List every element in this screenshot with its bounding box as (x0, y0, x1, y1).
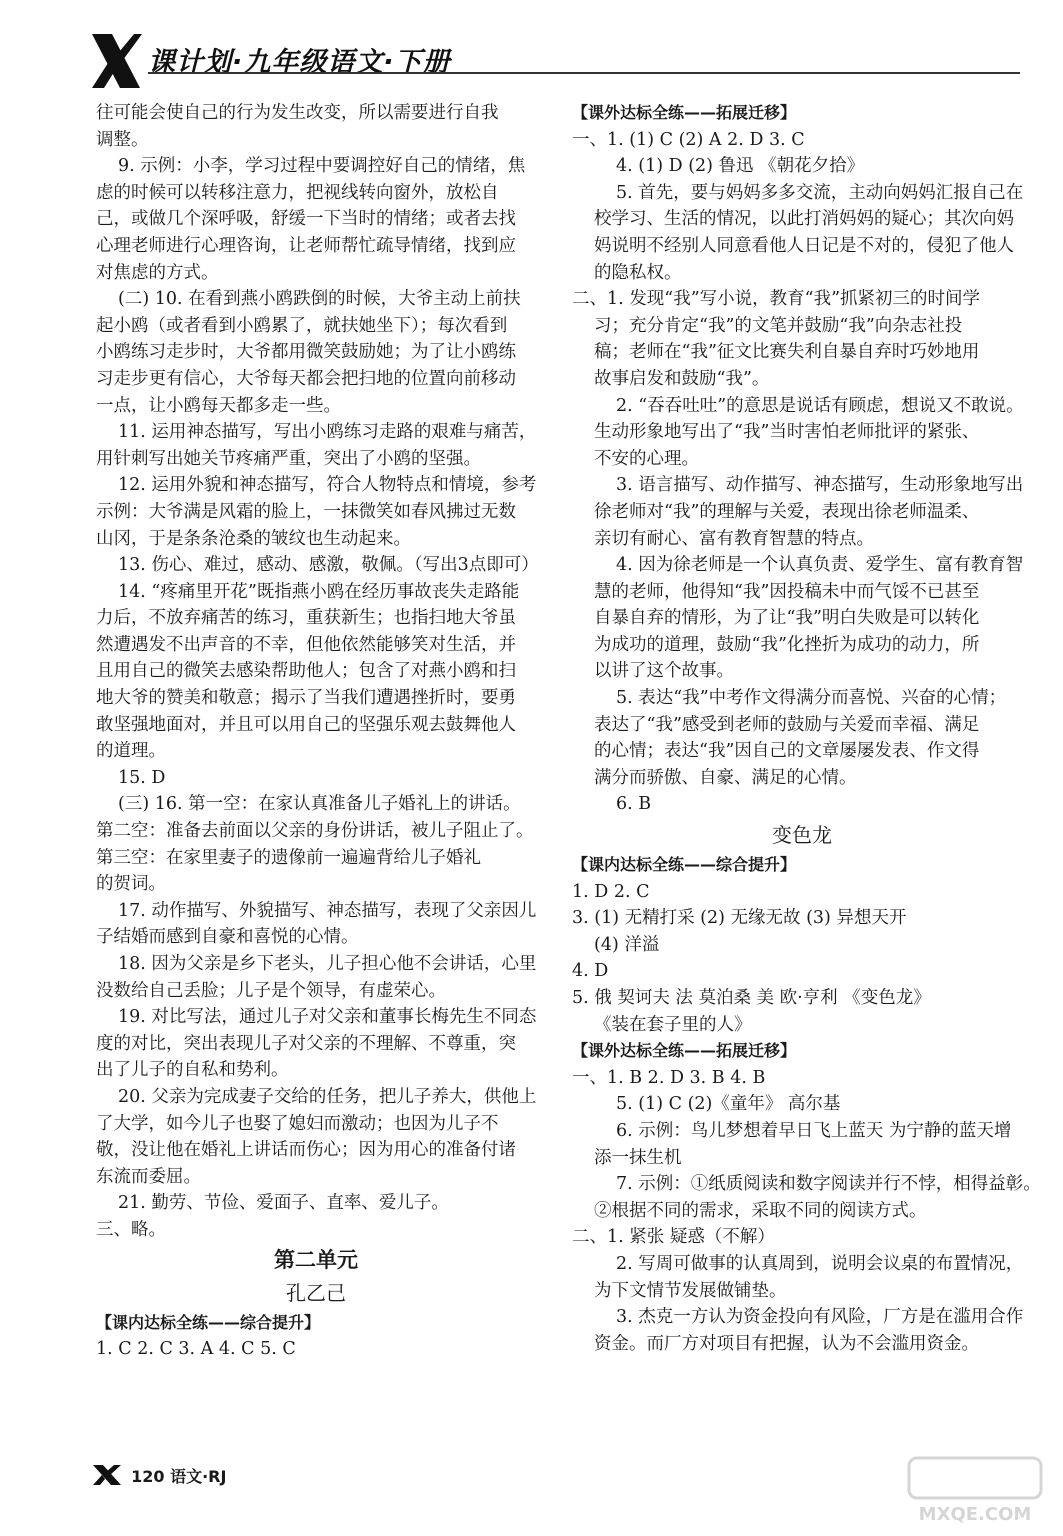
right-column-line: 变色龙 (772, 823, 832, 848)
left-column-line: (二) 10. 在看到燕小鸥跌倒的时候，大爷主动上前扶 (118, 289, 521, 310)
left-column-line: 己，或做几个深呼吸，舒缓一下当时的情绪；或者去找 (96, 209, 516, 230)
left-column-line: 虑的时候可以转移注意力，把视线转向窗外，放松自 (96, 182, 499, 203)
left-column-line: 往可能会使自己的行为发生改变，所以需要进行自我 (96, 103, 499, 123)
left-column-line: 17. 动作描写、外貌描写、神态描写，表现了父亲因儿 (118, 900, 537, 921)
left-column-line: 14. “疼痛里开花”既指燕小鸥在经历事故丧失走路能 (118, 581, 520, 602)
left-column-line: 出了儿子的自私和势利。 (96, 1060, 289, 1081)
right-column-line: 习；充分肯定“我”的文笔并鼓励“我”向杂志社投 (594, 315, 963, 336)
left-column-line: 孔乙己 (286, 1280, 346, 1305)
right-column-line: 2. 写周可做事的认真周到，说明会议桌的布置情况， (616, 1253, 1024, 1274)
left-column-line: 山冈，于是条条沧桑的皱纹也生动起来。 (96, 528, 411, 549)
right-column-line: 不安的心理。 (594, 448, 699, 469)
right-column-line: 以讲了这个故事。 (594, 661, 734, 682)
left-column-line: 且用自己的微笑去感染帮助他人；包含了对燕小鸥和扫 (96, 661, 516, 682)
left-column-line: 起小鸥（或者看到小鸥累了，就扶她坐下）；每次看到 (96, 315, 508, 336)
book-title: 课计划·九年级语文·下册 (148, 47, 451, 78)
right-column-line: 5. 首先，要与妈妈多多交流，主动向妈妈汇报自己在 (616, 182, 1024, 203)
header-rule (148, 72, 1020, 74)
watermark-text: MXQE.COM (918, 1504, 1032, 1525)
left-column-line: 11. 运用神态描写，写出小鸥练习走路的艰难与痛苦， (118, 422, 537, 443)
page-number: 120 语文·RJ (131, 1466, 227, 1486)
left-column-line: 13. 伤心、难过，感动、感激，敬佩。（写出3点即可） (118, 555, 539, 576)
left-column (96, 100, 539, 1363)
right-column-line: 生动形象地写出了“我”当时害怕老师批评的紧张、 (594, 422, 980, 443)
left-column-line: 心理老师进行心理咨询，让老师帮忙疏导情绪，找到应 (96, 235, 516, 256)
right-column-line: 4. (1) D (2) 鲁迅 《朝花夕拾》 (616, 156, 865, 177)
right-column-line: 1. D 2. C (572, 881, 650, 902)
left-column-line: 1. C 2. C 3. A 4. C 5. C (96, 1339, 296, 1360)
left-column-line: 21. 勤劳、节俭、爱面子、直率、爱儿子。 (118, 1193, 449, 1214)
left-column-line: 【课内达标全练——综合提升】 (96, 1312, 321, 1332)
right-column-line: ②根据不同的需求，采取不同的阅读方式。 (594, 1200, 927, 1221)
right-column-line: 的心情；表达“我”因自己的文章屡屡发表、作文得 (594, 741, 980, 762)
watermark-logo-icon (905, 1454, 1045, 1526)
right-column-line: 妈说明不经别人同意看他人日记是不对的，侵犯了他人 (594, 235, 1014, 256)
left-column-line: 三、略。 (96, 1219, 166, 1240)
right-column-line: 的隐私权。 (594, 262, 682, 283)
right-column-line: 7. 示例：①纸质阅读和数字阅读并行不悖，相得益彰。 (616, 1174, 1041, 1195)
right-column-line: 5. 表达“我”中考作文得满分而喜悦、兴奋的心情； (616, 688, 1007, 709)
right-column-line: 6. B (616, 794, 652, 815)
right-column-line: 【课外达标全练——拓展迁移】 (572, 1041, 797, 1061)
left-column-line: 第三空：在家里妻子的遗像前一遍遍背给儿子婚礼 (96, 847, 481, 868)
left-column-line: 用针刺写出她关节疼痛严重，突出了小鸥的坚强。 (96, 448, 481, 469)
right-column-line: 二、1. 紧张 疑惑（不解） (572, 1227, 775, 1248)
left-column-line: 小鸥练习走步时，大爷都用微笑鼓励她；为了让小鸥练 (96, 342, 516, 363)
left-column-line: 15. D (118, 767, 166, 788)
left-column-line: 力后，不放弃痛苦的练习，重获新生；也指扫地大爷虽 (96, 608, 516, 629)
right-column-line: 5. (1) C (2)《童年》 高尔基 (616, 1094, 841, 1115)
right-column-line: 6. 示例：鸟儿梦想着早日飞上蓝天 为宁静的蓝天增 (616, 1120, 1012, 1141)
right-column-line: 资金。而厂方对项目有把握，认为不会滥用资金。 (594, 1333, 979, 1354)
right-column-line: 为成功的道理，鼓励“我”化挫折为成功的动力，所 (594, 634, 980, 655)
left-column-line: 18. 因为父亲是乡下老头，儿子担心他不会讲话，心里 (118, 954, 537, 974)
right-column-line: 满分而骄傲、自豪、满足的心情。 (594, 767, 857, 788)
right-column-line: 3. 语言描写、动作描写、神态描写，生动形象地写出 (616, 475, 1024, 496)
right-column-line: 【课内达标全练——综合提升】 (572, 855, 797, 875)
left-column-line: 没数给自己丢脸；儿子是个领导，有虚荣心。 (96, 980, 446, 1001)
left-column-line: 敬，没让他在婚礼上讲话而伤心；因为用心的准备付诸 (96, 1140, 516, 1161)
right-column-line: 5. 俄 契诃夫 法 莫泊桑 美 欧·亨利 《变色龙》 (572, 988, 931, 1008)
right-column-line: 一、1. B 2. D 3. B 4. B (572, 1067, 766, 1088)
left-column-line: 20. 父亲为完成妻子交给的任务，把儿子养大，供他上 (118, 1086, 537, 1107)
right-column-line: 3. (1) 无精打采 (2) 无缘无故 (3) 异想天开 (572, 908, 907, 929)
right-column-line: 校学习、生活的情况，以此打消妈妈的疑心；其次向妈 (594, 209, 1014, 230)
left-column-line: 12. 运用外貌和神态描写，符合人物特点和情境，参考 (118, 475, 537, 496)
right-column-line: 稿；老师在“我”征文比赛失利自暴自弃时巧妙地用 (594, 342, 980, 363)
right-column-line: 4. D (572, 961, 609, 982)
right-column-line: 亲切有耐心、富有教育智慧的特点。 (594, 528, 874, 549)
left-column-line: 度的对比，突出表现儿子对父亲的不理解、不尊重，突 (96, 1033, 516, 1054)
left-column-line: (三) 16. 第一空：在家认真准备儿子婚礼上的讲话。 (118, 794, 521, 815)
left-column-line: 第二空：准备去前面以父亲的身份讲话，被儿子阻止了。 (96, 821, 534, 842)
page-header (90, 30, 1020, 100)
left-column-line: 第二单元 (274, 1247, 358, 1272)
page-footer (92, 1463, 226, 1487)
right-column (572, 100, 1041, 1357)
right-column-line: 《装在套子里的人》 (594, 1014, 752, 1035)
right-column-line: 为下文情节发展做铺垫。 (594, 1280, 787, 1301)
right-column-line: 二、1. 发现“我”写小说，教育“我”抓紧初三的时间学 (572, 289, 981, 310)
right-column-line: 一、1. (1) C (2) A 2. D 3. C (572, 129, 805, 150)
right-column-line: 2. “吞吞吐吐”的意思是说话有顾虑，想说又不敢说。 (616, 395, 1024, 416)
right-column-line: 3. 杰克一方认为资金投向有风险，厂方是在滥用合作 (616, 1307, 1024, 1328)
footer-logo-icon (92, 1463, 122, 1487)
left-column-line: 调整。 (96, 129, 149, 150)
right-column-line: 4. 因为徐老师是一个认真负责、爱学生、富有教育智 (616, 555, 1024, 576)
left-column-line: 9. 示例：小李，学习过程中要调控好自己的情绪，焦 (118, 156, 526, 177)
right-column-line: 表达了“我”感受到老师的鼓励与关爱而幸福、满足 (594, 714, 980, 735)
left-column-line: 的贺词。 (96, 874, 166, 895)
left-column-line: 19. 对比写法，通过儿子对父亲和董事长梅先生不同态 (118, 1007, 537, 1028)
left-column-line: 的道理。 (96, 741, 166, 762)
left-column-line: 习走步更有信心，大爷每天都会把扫地的位置向前移动 (96, 368, 516, 389)
brand-logo-icon (90, 30, 142, 92)
left-column-line: 子结婚而感到自豪和喜悦的心情。 (96, 927, 359, 948)
left-column-line: 东流而委屈。 (96, 1166, 201, 1187)
right-column-line: 【课外达标全练——拓展迁移】 (572, 103, 797, 122)
left-column-line: 对焦虑的方式。 (96, 262, 219, 283)
right-column-line: 故事启发和鼓励“我”。 (594, 368, 770, 389)
right-column-line: 徐老师对“我”的理解与关爱，表现出徐老师温柔、 (594, 501, 980, 522)
left-column-line: 地大爷的赞美和敬意；揭示了当我们遭遇挫折时，要勇 (96, 688, 516, 709)
right-column-line: 慧的老师，他得知“我”因投稿未中而气馁不已甚至 (594, 581, 980, 602)
left-column-line: 然遭遇发不出声音的不幸，但他依然能够笑对生活，并 (96, 634, 516, 655)
right-column-line: 自暴自弃的情形，为了让“我”明白失败是可以转化 (594, 608, 980, 629)
left-column-line: 敢坚强地面对，并且可以用自己的坚强乐观去鼓舞他人 (96, 714, 516, 735)
left-column-line: 了大学，如今儿子也娶了媳妇而激动；也因为儿子不 (96, 1113, 499, 1134)
left-column-line: 一点，让小鸥每天都多走一些。 (96, 395, 341, 416)
left-column-line: 示例：大爷满是风霜的脸上，一抹微笑如春风拂过无数 (96, 501, 516, 522)
right-column-line: 添一抹生机 (594, 1147, 682, 1168)
right-column-line: (4) 洋溢 (594, 934, 660, 955)
